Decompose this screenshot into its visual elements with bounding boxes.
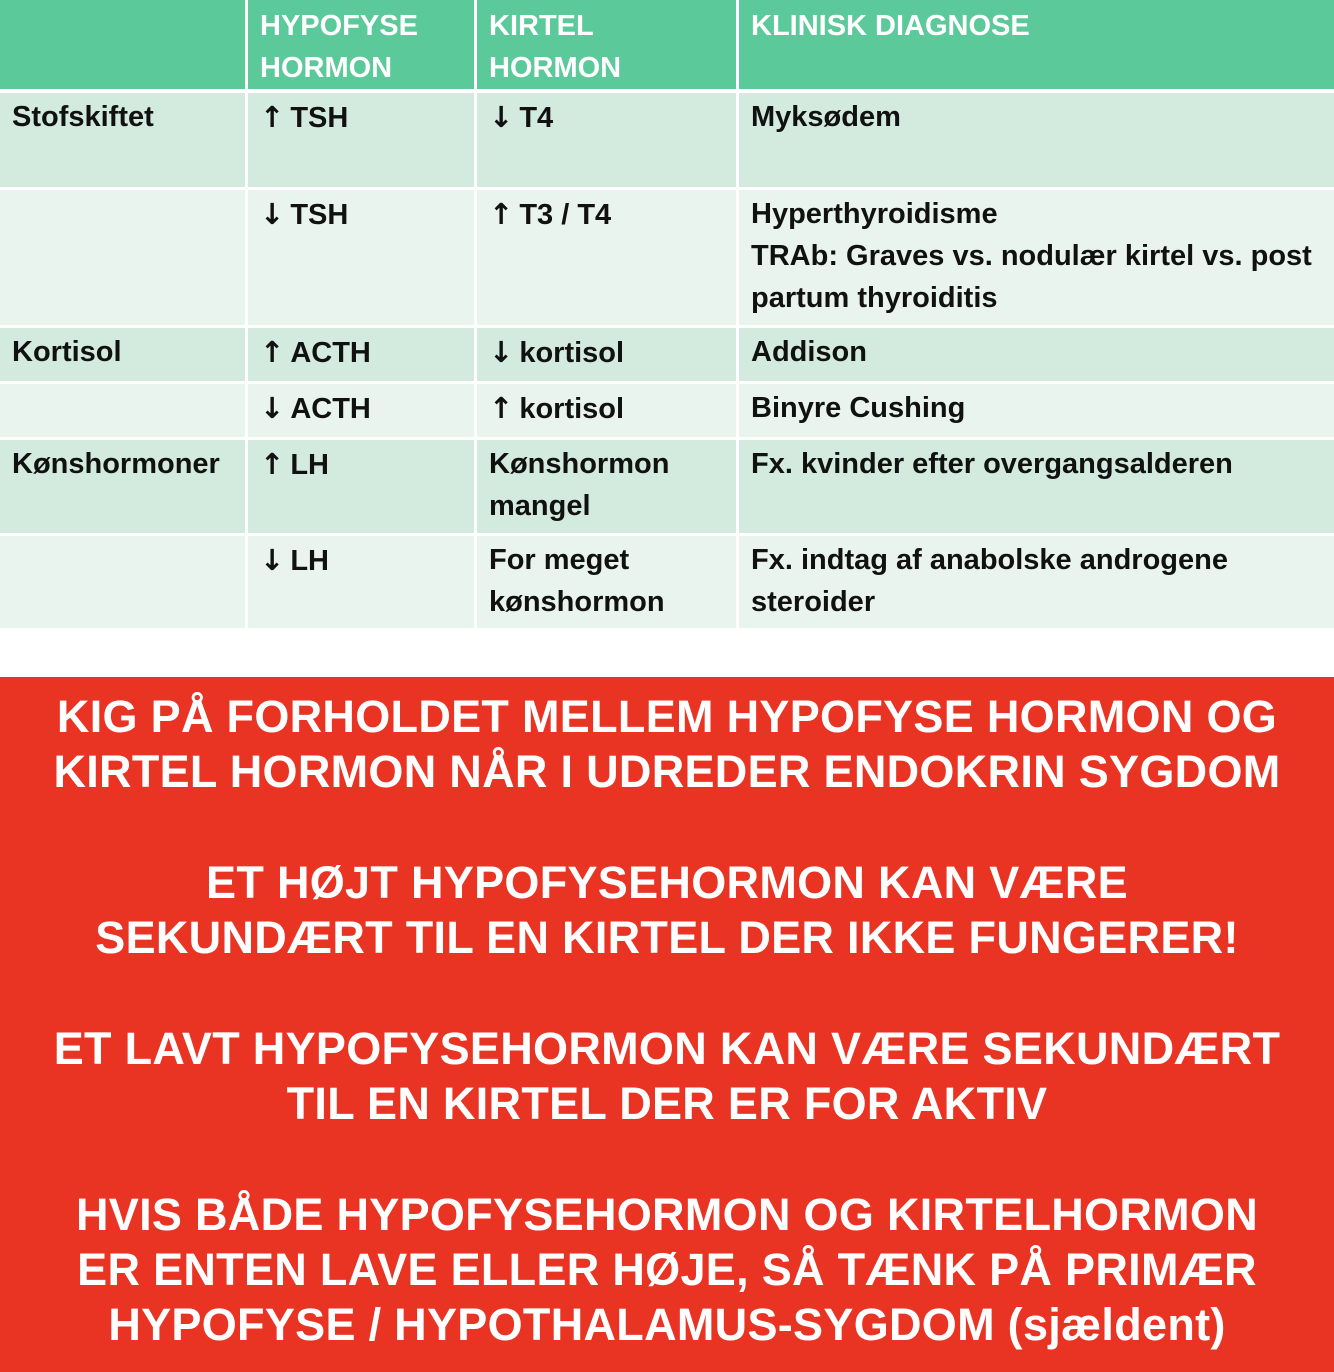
table-row xyxy=(0,190,1334,328)
arrow-down-icon: ↓ xyxy=(260,391,285,425)
arrow-up-icon: ↑ xyxy=(260,335,285,369)
row-pituitary-hormone: ↑ ACTH xyxy=(245,328,474,384)
row-diagnosis: Binyre Cushing xyxy=(736,384,1334,440)
row-pituitary-hormone: ↓ TSH xyxy=(245,190,474,328)
row-category: Stofskiftet xyxy=(0,93,245,190)
header-pituitary-hormone: HYPOFYSE HORMON xyxy=(245,0,474,93)
row-diagnosis: Fx. kvinder efter overgangsalderen xyxy=(736,440,1334,536)
header-gland-hormone: KIRTEL HORMON xyxy=(474,0,736,93)
row-category: Kønshormoner xyxy=(0,440,245,536)
row-diagnosis: Addison xyxy=(736,328,1334,384)
table-row xyxy=(0,536,1334,631)
header-category xyxy=(0,0,245,93)
arrow-down-icon: ↓ xyxy=(260,543,285,577)
arrow-up-icon: ↑ xyxy=(489,391,514,425)
note-paragraph: ET HØJT HYPOFYSEHORMON KAN VÆRE SEKUNDÆRT TIL EN KIRTEL DER IKKE FUNGERER! xyxy=(95,857,1239,963)
table-row xyxy=(0,93,1334,190)
row-gland-hormone: Kønshormon mangel xyxy=(474,440,736,536)
row-category xyxy=(0,536,245,631)
arrow-down-icon: ↓ xyxy=(489,100,514,134)
row-pituitary-hormone: ↑ LH xyxy=(245,440,474,536)
arrow-down-icon: ↓ xyxy=(260,197,285,231)
table-row xyxy=(0,328,1334,384)
row-category: Kortisol xyxy=(0,328,245,384)
row-diagnosis: Fx. indtag af anabolske androgene steroider xyxy=(736,536,1334,631)
row-gland-hormone: ↓ T4 xyxy=(474,93,736,190)
row-category xyxy=(0,190,245,328)
row-pituitary-hormone: ↑ TSH xyxy=(245,93,474,190)
row-pituitary-hormone: ↓ ACTH xyxy=(245,384,474,440)
table-row xyxy=(0,440,1334,536)
row-diagnosis: Myksødem xyxy=(736,93,1334,190)
row-category xyxy=(0,384,245,440)
table-row xyxy=(0,384,1334,440)
row-gland-hormone: ↓ kortisol xyxy=(474,328,736,384)
note-paragraph: KIG PÅ FORHOLDET MELLEM HYPOFYSE HORMON OG KIRTEL HORMON NÅR I UDREDER ENDOKRIN SYGDOM xyxy=(53,691,1281,797)
table-header-row xyxy=(0,0,1334,93)
row-pituitary-hormone: ↓ LH xyxy=(245,536,474,631)
row-gland-hormone: ↑ T3 / T4 xyxy=(474,190,736,328)
note-paragraph: HVIS BÅDE HYPOFYSEHORMON OG KIRTELHORMON ER ENTEN LAVE ELLER HØJE, SÅ TÆNK PÅ PRIMÆR HYPOFYSE / HYPOTHALAMUS-SYGDOM (sjældent) xyxy=(75,1189,1259,1350)
row-gland-hormone: For meget kønshormon xyxy=(474,536,736,631)
alert-notes-box xyxy=(0,677,1334,1372)
arrow-up-icon: ↑ xyxy=(260,447,285,481)
header-clinical-diagnosis: KLINISK DIAGNOSE xyxy=(736,0,1334,93)
arrow-up-icon: ↑ xyxy=(489,197,514,231)
arrow-up-icon: ↑ xyxy=(260,100,285,134)
row-diagnosis: Hyperthyroidisme TRAb: Graves vs. nodulær kirtel vs. post partum thyroiditis xyxy=(736,190,1334,328)
note-paragraph: ET LAVT HYPOFYSEHORMON KAN VÆRE SEKUNDÆRT TIL EN KIRTEL DER ER FOR AKTIV xyxy=(53,1023,1281,1129)
arrow-down-icon: ↓ xyxy=(489,335,514,369)
hormone-table xyxy=(0,0,1334,631)
row-gland-hormone: ↑ kortisol xyxy=(474,384,736,440)
